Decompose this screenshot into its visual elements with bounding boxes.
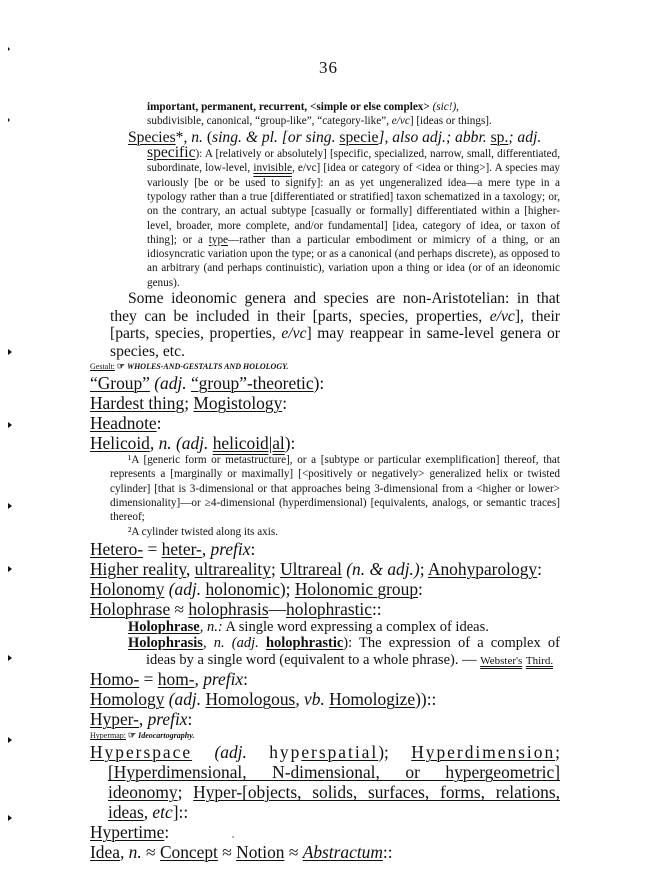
margin-mark	[8, 655, 12, 661]
text-line: more complete, and/or fundamental] [idea, category of idea, or taxon of thing];	[147, 219, 560, 246]
entry-hyperspace	[90, 742, 560, 822]
text-run: ):	[284, 433, 296, 454]
text-run: ideas by a single word (equivalent to a whole phrase). —	[146, 651, 481, 668]
headword[interactable]: Notion	[236, 842, 285, 863]
headword[interactable]: holophrastic	[286, 598, 372, 619]
headword[interactable]: Hetero-	[90, 538, 144, 559]
link-type[interactable]: type	[208, 233, 229, 246]
entry-homo	[90, 669, 560, 689]
part-of-speech: , prefix	[194, 669, 244, 690]
text-run: sing. & pl. [or sing.	[212, 128, 340, 146]
ideonomic-paragraph	[110, 290, 560, 360]
margin-mark	[8, 118, 10, 122]
text-run: (adj.	[164, 689, 206, 710]
entry-hyperspace-body	[90, 742, 560, 822]
text-run: :	[164, 822, 170, 843]
xref-label[interactable]: Hypermap:	[90, 731, 126, 741]
headword[interactable]: Hyper-[objects, solids, surfaces, forms, relations,	[193, 782, 560, 803]
text-run: , e/vc] [idea or category of <idea	[291, 162, 441, 175]
text-run: (adj.	[192, 742, 270, 763]
part-of-speech: (n. & adj.)	[341, 558, 420, 579]
entry-hypertime	[90, 822, 560, 842]
text-run: =	[139, 669, 158, 690]
part-of-speech: n.	[191, 128, 203, 146]
text-line: species, etc.	[110, 342, 185, 360]
text-line: or stratified] taxon schematized in a taxology; or, on the contrary, an actual	[147, 190, 561, 218]
margin-mark	[8, 349, 12, 355]
text-run: ;	[555, 742, 560, 763]
text-run: A single word expressing a complex of ideas.	[222, 618, 489, 635]
text-run: ):	[343, 635, 353, 652]
text-line: subtype [casually or formally] differentiated within a [higher-level, broader,	[147, 205, 561, 232]
text-line: (hyperdimensional) [equivalents, analogs, or semantic traces] thereof;	[110, 496, 561, 524]
headword[interactable]: Homo-	[90, 669, 140, 690]
holophrase-subentries	[128, 619, 560, 670]
text-run: e/vc	[391, 115, 410, 128]
source-link[interactable]: Third.	[525, 654, 554, 667]
text-line: 3-dimensional from a <higher or lower> dimensionality]—or ≥4-dimensional	[110, 482, 560, 509]
text-run: ;	[419, 558, 428, 579]
text-run: subdivisible, canonical, “group-like”, “category-like”,	[147, 115, 392, 128]
xref-gestalt	[90, 361, 560, 372]
helicoid-definition	[110, 453, 560, 539]
headword[interactable]: Mogistology	[193, 393, 283, 414]
headword[interactable]: [Hyperdimensional, N-dimensional, or hypergeometric]	[108, 762, 560, 783]
headword[interactable]: ideonomy	[108, 782, 178, 803]
derived-word[interactable]: “group”-theoretic	[190, 373, 314, 394]
text-run: ≈	[217, 842, 237, 863]
headword[interactable]: Headnote	[90, 413, 157, 434]
pointing-hand-icon: ☞	[128, 730, 137, 741]
headword-species[interactable]: Species	[128, 128, 176, 146]
headword[interactable]: Homology	[90, 689, 165, 710]
link-specific[interactable]: specific	[147, 144, 196, 162]
xref-hypermap	[90, 730, 560, 741]
text-run: (	[202, 128, 213, 146]
text-line: generalized helix or twisted cylinder] [that is 3-dimensional or that approaches being	[110, 468, 560, 495]
headword[interactable]: Helicoid	[90, 433, 150, 454]
text-run: :	[243, 669, 248, 690]
part-of-speech: , n.:	[199, 618, 223, 635]
text-run: );	[378, 742, 412, 763]
text-run: ], also adj.; abbr.	[378, 128, 491, 146]
text-run: ::	[371, 598, 382, 619]
entry-list-3	[90, 669, 560, 729]
text-line: idiosyncratic variation upon the type; or as a canonical (and perhaps discrete),	[147, 248, 497, 261]
text-run: (adj.	[164, 578, 206, 599]
entry-homology	[90, 689, 560, 709]
derived-word[interactable]: helicoid|al	[212, 433, 285, 454]
subentry-holophrasis	[128, 635, 560, 669]
text-run: hyp	[269, 742, 302, 763]
text-line: ¹A [generic form or metastructure], or a [subtype or particular exemplification]	[128, 454, 500, 467]
text-line: ungeneralized idea—a mere type in a typology rather than a true [differentiated	[147, 176, 561, 203]
headword[interactable]: Anohyparology	[427, 558, 538, 579]
text-run: ]::	[172, 802, 189, 823]
link-invisible[interactable]: invisible	[253, 162, 292, 175]
subentry-holophrase	[128, 619, 560, 636]
headword[interactable]: ideas	[108, 802, 144, 823]
text-run: —	[268, 598, 286, 619]
headword[interactable]: Hardest thing	[90, 393, 185, 414]
text-run: ;	[177, 782, 194, 803]
asterisk: *	[175, 128, 184, 146]
entry-list	[90, 373, 560, 453]
text-run: or a	[182, 233, 209, 246]
derived-word[interactable]: Homologize	[329, 689, 416, 710]
text-run: [parts, species, properties,	[110, 325, 282, 343]
derived-word[interactable]: holophrastic	[265, 635, 344, 652]
subheadword[interactable]: Holophrasis	[128, 635, 203, 652]
text-run: :	[156, 413, 162, 434]
text-line: thereof, that represents a [marginally or maximally] [<positively or negatively>	[110, 454, 560, 481]
text-run: e/vc	[281, 325, 307, 343]
text-run: —rather than a particular embodiment or mimicry of a thing, or an	[228, 233, 561, 246]
species-entry: Species*, n. (sing. & pl. [or sing. specie], also adj.; abbr. sp.; adj.	[128, 128, 542, 146]
headword[interactable]: Ultrareal	[280, 558, 342, 579]
text-run: ; adj.	[508, 128, 542, 146]
derived-word[interactable]: holonomic	[205, 578, 280, 599]
headword[interactable]: Hypertime	[90, 822, 165, 843]
entry-holonomy	[90, 579, 560, 599]
helicoid-def-1	[110, 453, 560, 524]
text-run: ≈	[284, 842, 303, 863]
headword[interactable]: Abstractum	[302, 842, 383, 863]
text-run: :	[282, 393, 288, 414]
text-run: :	[187, 709, 193, 730]
text-run: (adj.	[149, 373, 191, 394]
entry-hardest-thing	[90, 393, 560, 413]
text-run: :	[537, 558, 542, 579]
part-of-speech: , n. (adj.	[202, 635, 266, 652]
text-run: ] may reappear in same-level genera or	[306, 325, 561, 343]
page-column	[90, 0, 560, 882]
part-of-speech: , prefix	[138, 709, 188, 730]
entry-helicoid	[90, 433, 560, 453]
text-run: (sic!)	[432, 101, 457, 113]
headword[interactable]: Higher reality	[90, 558, 186, 579]
text-line: Some ideonomic genera and species are non-Aristotelian: in that	[128, 290, 560, 308]
entry-list-4	[90, 822, 560, 862]
scan-speck	[232, 836, 234, 838]
text-line: as opposed to an arbitrary (and perhaps continuistic), variation upon a thing or	[147, 248, 560, 275]
headword[interactable]: Hyperdimension	[411, 742, 556, 763]
subheadword[interactable]: Holophrase	[128, 618, 200, 635]
xref-target[interactable]: WHOLES-AND-GESTALTS AND HOLOLOGY.	[126, 362, 289, 372]
text-run: The expression of a complex of	[352, 635, 560, 652]
entry-group	[90, 373, 560, 393]
text-run: ,	[185, 558, 195, 579]
text-run: :	[418, 578, 423, 599]
text-run: ):	[313, 373, 325, 394]
headword[interactable]: Holonomy	[90, 578, 165, 599]
text-run: ;	[184, 393, 194, 414]
text-run: ], their	[514, 307, 560, 325]
text-run: ≈	[146, 842, 160, 863]
text-run: ] [ideas or things].	[409, 115, 492, 128]
text-run: , vb.	[295, 689, 330, 710]
text-run: , etc	[143, 802, 173, 823]
part-of-speech: , prefix	[201, 538, 251, 559]
species-definition	[147, 146, 560, 290]
headword[interactable]: Holophrase	[90, 598, 171, 619]
source-link[interactable]: Webster's	[480, 654, 523, 667]
text-run: important, permanent, recurrent, <simple or else complex>	[147, 101, 433, 113]
headword[interactable]: Holonomic group	[294, 578, 419, 599]
headword[interactable]: heter-	[161, 538, 202, 559]
text-line: or thing>]. A species may variously [be or be used to signify]: an as yet	[147, 162, 560, 189]
derived-word[interactable]: erspatial	[301, 742, 379, 763]
pointing-hand-icon: ☞	[116, 361, 125, 372]
xref-target[interactable]: Ideocartography.	[138, 731, 195, 741]
part-of-speech: , n.	[149, 433, 172, 454]
text-run: e/vc	[489, 307, 515, 325]
headword[interactable]: Idea	[90, 842, 120, 863]
headword[interactable]: Hyperspace	[90, 742, 193, 763]
margin-mark	[8, 815, 12, 821]
entry-hetero	[90, 539, 560, 559]
part-of-speech: , n.	[119, 842, 147, 863]
text-run: ::	[382, 842, 393, 863]
text-run: =	[143, 538, 162, 559]
text-run: they can be included in their [parts, species, properties,	[110, 307, 490, 325]
headword[interactable]: holophrasis	[188, 598, 269, 619]
margin-mark	[8, 47, 10, 51]
entry-idea	[90, 842, 560, 862]
link-sp[interactable]: sp.	[490, 128, 509, 146]
text-run: ,	[456, 101, 459, 113]
xref-label[interactable]: Gestalt:	[90, 362, 115, 372]
text-run: ): A [relatively or absolutely] [specific, specialized, narrow, small,	[195, 148, 494, 161]
headword[interactable]: Hyper-	[90, 709, 139, 730]
headword[interactable]: ultrareality	[194, 558, 271, 579]
margin-mark	[8, 422, 12, 428]
margin-mark	[8, 737, 12, 743]
species-continuation	[147, 100, 560, 129]
text-run: ≈	[170, 598, 189, 619]
text-run: ;	[270, 558, 281, 579]
link-specie[interactable]: specie	[339, 128, 379, 146]
margin-mark	[8, 566, 12, 572]
entry-headnote	[90, 413, 560, 433]
entry-higher-reality	[90, 559, 560, 579]
margin-mark	[8, 503, 12, 509]
derived-word[interactable]: Homologous	[205, 689, 296, 710]
text-run: );	[279, 578, 295, 599]
entry-list-2	[90, 539, 560, 619]
text-run: differentiated, subordinate, low-level,	[147, 148, 560, 175]
text-line: idea (or of an ideonomic genus).	[147, 262, 561, 289]
headword[interactable]: “Group”	[90, 373, 150, 394]
entry-holophrase	[90, 599, 560, 619]
text-run: (adj.	[171, 433, 213, 454]
text-run: ))::	[415, 689, 437, 710]
entry-hyper	[90, 709, 560, 729]
page-number: 36	[319, 58, 338, 77]
headword[interactable]: Concept	[159, 842, 218, 863]
helicoid-def-2: ²A cylinder twisted along its axis.	[128, 525, 279, 538]
text-run: :	[250, 538, 256, 559]
headword[interactable]: hom-	[157, 669, 195, 690]
